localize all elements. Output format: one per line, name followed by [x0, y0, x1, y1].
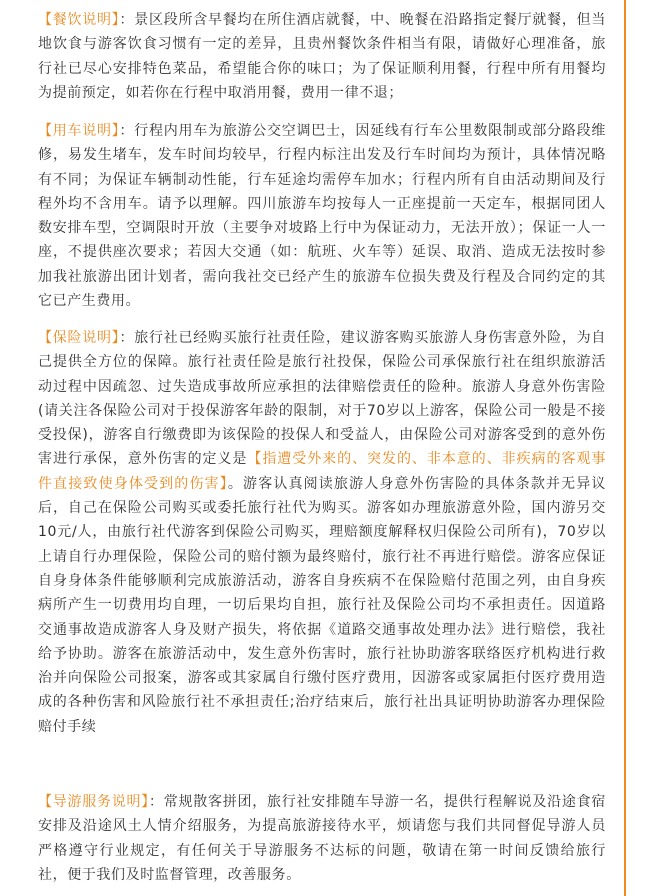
vehicle-text: ：行程内用车为旅游公交空调巴士，因延线有行车公里数限制或部分路段维修，易发生堵车，发车时间均较早，行程内标注出发及行车时间均为预计，具体情况略有不同；为保证车辆制动性能，行车延途均需停车加水；行程内所有自由活动期间及行程外均不含用车。请予以理解。四川旅游车均按每人一正座提前一天定车，根据同团人数安排车型，空调限时开放（主要争对坡路上行中为保证动力，无法开放）；保证一人一座，不提供座次要求；若因大交通（如：航班、火车等）延误、取消、造成无法按时参加我社旅游出团计划者，需向我社交已经产生的旅游车位损失费及行程及合同约定的其它已产生费用。 [38, 123, 606, 310]
vehicle-section [38, 119, 606, 313]
insurance-heading: 【保险说明】 [38, 330, 120, 346]
insurance-section [38, 326, 606, 739]
insurance-text-before: ：旅行社已经购买旅行社责任险，建议游客购买旅游人身伤害意外险，为自己提供全方位的保障。旅行社责任险是旅行社投保，保险公司承保旅行社在组织旅游活动过程中因疏忽、过失造成事故所应承担的法律赔偿责任的险种。旅游人身意外伤害险(请关注各保险公司对于投保游客年龄的限制，对于70岁以上游客，保险公司一般是不接受投保)，游客自行缴费即为该保险的投保人和受益人，由保险公司对游客受到的意外伤害进行承保，意外伤害的定义是 [38, 330, 606, 468]
vehicle-heading: 【用车说明】 [38, 123, 120, 139]
guide-service-text: ：常规散客拼团，旅行社安排随车导游一名，提供行程解说及沿途食宿安排及沿途风土人情介绍服务，为提高旅游接待水平，烦请您与我们共同督促导游人员严格遵守行业规定，有任何关于导游服务不达标的问题，敬请在第一时间反馈给旅行社，便于我们及时监督管理，改善服务。 [38, 794, 606, 883]
catering-heading: 【餐饮说明】 [38, 12, 120, 28]
catering-text: ：景区段所含早餐均在所住酒店就餐，中、晚餐在沿路指定餐厅就餐，但当地饮食与游客饮食习惯有一定的差异，且贵州餐饮条件相当有限，请做好心理准备，旅行社已尽心安排特色菜品，希望能合你的味口；为了保证顺利用餐，行程中所有用餐均为提前预定，如若你在行程中取消用餐，费用一律不退； [38, 12, 606, 101]
insurance-text-after: 。游客认真阅读旅游人身意外伤害险的具体条款并无异议后，自己在保险公司购买或委托旅行社代为购买。游客如办理旅游意外险，国内游另交10元/人，由旅行社代游客到保险公司购买，理赔额度解释权归保险公司所有)，70岁以上请自行办理保险，保险公司的赔付额为最终赔付，旅行社不再进行赔偿。游客应保证自身身体条件能够顺利完成旅游活动，游客自身疾病不在保险赔付范围之列，由自身疾病所产生一切费用均自理，一切后果均自担，旅行社及保险公司均不承担责任。因道路交通事故造成游客人身及财产损失，将依据《道路交通事故处理办法》进行赔偿，我社给予协助。游客在旅游活动中，发生意外伤害时，旅行社协助游客联络医疗机构进行救治并向保险公司报案，游客或其家属自行缴付医疗费用，因游客或家属拒付医疗费用造成的各种伤害和风险旅行社不承担责任;治疗结束后，旅行社出具证明协助游客办理保险赔付手续 [38, 475, 606, 735]
guide-service-section [38, 790, 606, 887]
catering-section [38, 8, 606, 105]
guide-service-heading: 【导游服务说明】 [38, 794, 149, 810]
accident-definition-highlight: 【指遭受外来的、突发的、非本意的、非疾病的客观事件直接致使身体受到的伤害】 [38, 451, 606, 492]
